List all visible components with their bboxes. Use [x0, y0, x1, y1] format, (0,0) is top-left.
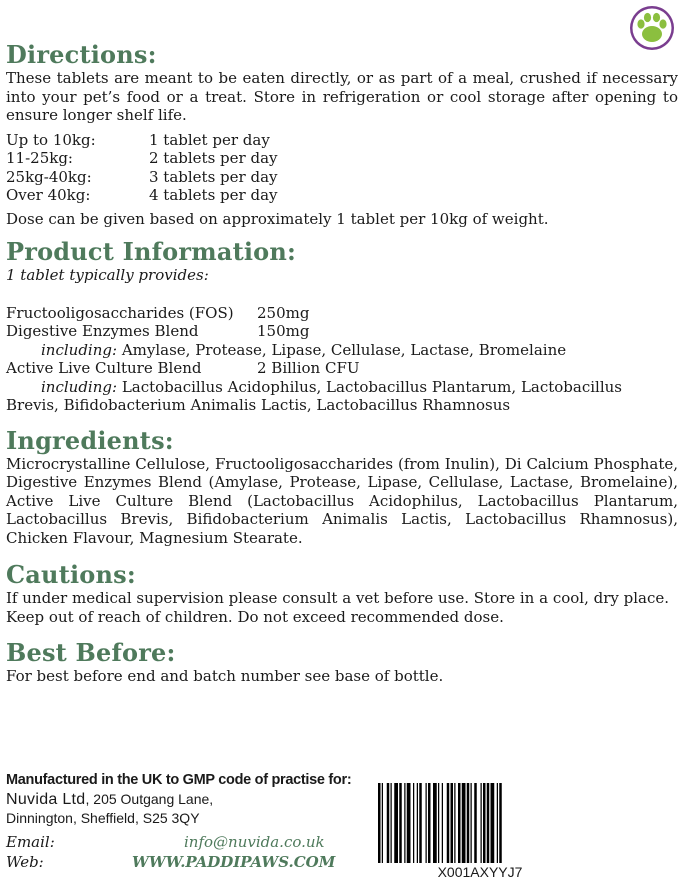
product-info-heading: Product Information: [6, 237, 297, 266]
cautions-text: If under medical supervision please consult a vet before use. Store in a cool, dry place. Keep out of reach of children. Do not exceed recommended dose. [6, 589, 670, 626]
dose-row [6, 168, 678, 187]
email-row [6, 832, 366, 852]
dose-amount: 2 tablets per day [149, 149, 278, 167]
culture-list: Lactobacillus Acidophilus, Lactobacillus Plantarum, Lactobacillus [117, 377, 623, 396]
manufacturer-footer [6, 770, 366, 872]
dose-row [6, 149, 678, 168]
culture-list-continued: Brevis, Bifidobacterium Animalis Lactis, Lactobacillus Rhamnosus [6, 396, 511, 414]
email-label: Email: [6, 833, 55, 851]
directions-heading: Directions: [6, 40, 157, 69]
best-before-text: For best before end and batch number see base of bottle. [6, 667, 444, 685]
culture-amount: 2 Billion CFU [257, 359, 360, 377]
dose-row [6, 186, 678, 205]
culture-including [6, 378, 678, 397]
web-row [6, 852, 366, 872]
dose-weight: Up to 10kg: [6, 130, 96, 149]
website-link[interactable]: WWW.PADDIPAWS.COM [132, 853, 336, 871]
dose-amount: 4 tablets per day [149, 186, 278, 204]
dose-weight: Over 40kg: [6, 186, 91, 204]
best-before-heading: Best Before: [6, 638, 176, 667]
info-row-enzymes [6, 322, 678, 341]
including-label: including: [41, 340, 118, 359]
enzymes-including [6, 341, 678, 360]
dose-table [6, 131, 678, 205]
dose-row [6, 131, 678, 150]
address-line-2: Dinnington, Sheffield, S25 3QY [6, 810, 200, 826]
directions-text: These tablets are meant to be eaten directly, or as part of a meal, crushed if necessary into your pet’s food or a treat. Store in refrigeration or cool storage after opening to ensure longer shelf life. [6, 69, 678, 124]
web-label: Web: [6, 853, 44, 871]
fos-name: Fructooligosaccharides (FOS) [6, 303, 234, 322]
including-label: including: [41, 377, 118, 396]
info-row-culture [6, 359, 678, 378]
label-content [6, 0, 678, 686]
company-address [6, 790, 366, 809]
enzymes-name: Digestive Enzymes Blend [6, 322, 199, 340]
fos-amount: 250mg [257, 303, 310, 322]
company-name: Nuvida Ltd [6, 791, 86, 808]
culture-name: Active Live Culture Blend [6, 359, 202, 377]
ingredients-heading: Ingredients: [6, 425, 174, 455]
email-link[interactable]: info@nuvida.co.uk [184, 833, 325, 851]
barcode-number: X001AXYYJ7 [437, 864, 523, 880]
info-row-fos [6, 304, 678, 323]
enzymes-amount: 150mg [257, 322, 310, 340]
address-line-1: , 205 Outgang Lane, [85, 791, 214, 807]
dose-weight: 11-25kg: [6, 149, 73, 167]
dose-amount: 1 tablet per day [149, 130, 270, 149]
product-info-table [6, 304, 678, 415]
product-info-subtitle: 1 tablet typically provides: [6, 266, 209, 284]
manufactured-statement: Manufactured in the UK to GMP code of practise for: [6, 772, 352, 788]
ingredients-text: Microcrystalline Cellulose, Fructooligosaccharides (from Inulin), Di Calcium Phosphate, Digestive Enzymes Blend (Amylase, Protease, Lipase, Cellulase, Lactase, Bromelaine), Active Live Culture Blend (Lactobacillus Acidophilus, Lactobacillus Plantarum, Lactobacillus Brevis, Bifidobacterium Animalis Lactis, Lactobacillus Rhamnosus), Chicken Flavour, Magnesium Stearate. [6, 454, 678, 547]
dose-amount: 3 tablets per day [149, 167, 278, 186]
cautions-heading: Cautions: [6, 560, 136, 589]
dose-note: Dose can be given based on approximately 1 tablet per 10kg of weight. [6, 209, 549, 228]
enzymes-list: Amylase, Protease, Lipase, Cellulase, Lactase, Bromelaine [117, 340, 567, 359]
dose-weight: 25kg-40kg: [6, 167, 92, 186]
barcode-icon [376, 783, 584, 863]
